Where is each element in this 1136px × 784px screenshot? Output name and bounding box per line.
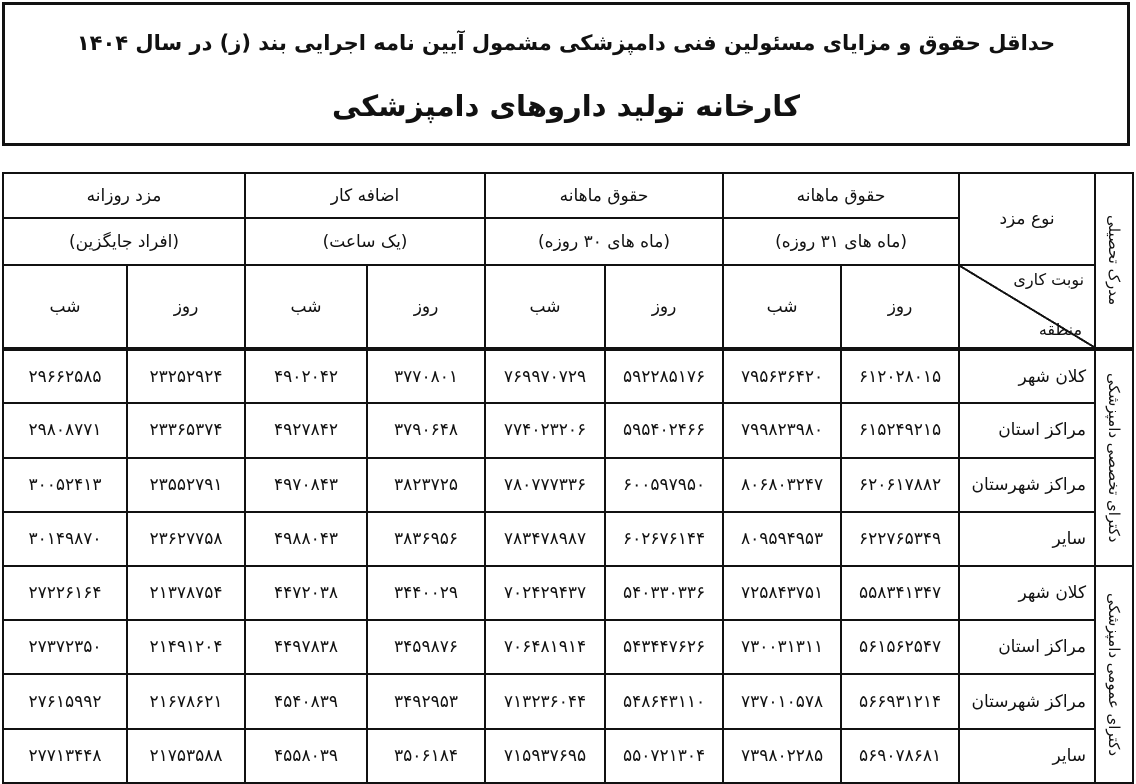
value-cell: ۷۹۵۶۳۶۴۲۰: [723, 349, 841, 403]
value-cell: ۷۰۲۴۲۹۴۳۷: [485, 566, 605, 620]
value-cell: ۶۲۰۶۱۷۸۸۲: [841, 458, 959, 512]
value-cell: ۲۷۳۷۲۳۵۰: [3, 620, 127, 674]
value-cell: ۶۲۲۷۶۵۳۴۹: [841, 512, 959, 566]
value-cell: ۲۷۲۲۶۱۶۴: [3, 566, 127, 620]
night-header: شب: [723, 265, 841, 349]
value-cell: ۴۵۵۸۰۳۹: [245, 729, 367, 783]
value-cell: ۳۷۹۰۶۴۸: [367, 403, 485, 457]
value-cell: ۷۹۹۸۲۳۹۸۰: [723, 403, 841, 457]
table-row: [3, 458, 1133, 512]
value-cell: ۳۴۴۰۰۲۹: [367, 566, 485, 620]
value-cell: ۵۴۳۴۴۷۶۲۶: [605, 620, 723, 674]
night-header: شب: [485, 265, 605, 349]
value-cell: ۸۰۶۸۰۳۲۴۷: [723, 458, 841, 512]
degree-header: مدرک تحصیلی: [1095, 173, 1133, 349]
value-cell: ۵۹۵۴۰۲۴۶۶: [605, 403, 723, 457]
group-header-1: حقوق ماهانه: [485, 173, 723, 218]
value-cell: ۳۰۱۴۹۸۷۰: [3, 512, 127, 566]
day-header: روز: [127, 265, 245, 349]
value-cell: ۸۰۹۵۹۴۹۵۳: [723, 512, 841, 566]
value-cell: ۶۱۲۰۲۸۰۱۵: [841, 349, 959, 403]
value-cell: ۵۶۹۰۷۸۶۸۱: [841, 729, 959, 783]
value-cell: ۴۹۸۸۰۴۳: [245, 512, 367, 566]
value-cell: ۳۴۵۹۸۷۶: [367, 620, 485, 674]
value-cell: ۷۸۳۴۷۸۹۸۷: [485, 512, 605, 566]
value-cell: ۳۸۳۶۹۵۶: [367, 512, 485, 566]
value-cell: ۲۹۸۰۸۷۷۱: [3, 403, 127, 457]
document-subtitle: حداقل حقوق و مزایای مسئولین فنی دامپزشکی مشمول آیین نامه اجرایی بند (ز) در سال ۱۴۰۴: [76, 31, 1056, 55]
shift-label: نوبت کاری: [1013, 270, 1085, 290]
region-cell: کلان شهر: [959, 349, 1095, 403]
value-cell: ۷۱۳۲۳۶۰۴۴: [485, 674, 605, 728]
table-row: [3, 620, 1133, 674]
value-cell: ۴۴۷۲۰۳۸: [245, 566, 367, 620]
shift-region-diagonal-cell: [959, 265, 1095, 349]
day-header: روز: [367, 265, 485, 349]
wage-type-header: نوع مزد: [959, 173, 1095, 265]
region-cell: مراکز شهرستان: [959, 458, 1095, 512]
table-row: [3, 566, 1133, 620]
value-cell: ۳۰۰۵۲۴۱۳: [3, 458, 127, 512]
region-cell: مراکز استان: [959, 620, 1095, 674]
value-cell: ۴۹۷۰۸۴۳: [245, 458, 367, 512]
value-cell: ۵۶۱۵۶۲۵۴۷: [841, 620, 959, 674]
value-cell: ۲۳۶۲۷۷۵۸: [127, 512, 245, 566]
value-cell: ۷۰۶۴۸۱۹۱۴: [485, 620, 605, 674]
value-cell: ۶۰۲۶۷۶۱۴۴: [605, 512, 723, 566]
value-cell: ۴۹۲۷۸۴۲: [245, 403, 367, 457]
value-cell: ۴۴۹۷۸۳۸: [245, 620, 367, 674]
value-cell: ۵۴۰۳۳۰۳۳۶: [605, 566, 723, 620]
value-cell: ۳۷۷۰۸۰۱: [367, 349, 485, 403]
region-label: منطقه: [1038, 320, 1083, 340]
value-cell: ۶۱۵۲۴۹۲۱۵: [841, 403, 959, 457]
value-cell: ۲۷۷۱۳۴۴۸: [3, 729, 127, 783]
group-subheader-2: (یک ساعت): [245, 218, 485, 265]
degree-cell: دکترای عمومی دامپزشکی: [1095, 566, 1133, 783]
table-row: [3, 674, 1133, 728]
value-cell: ۷۸۰۷۷۷۳۳۶: [485, 458, 605, 512]
document-title: کارخانه تولید داروهای دامپزشکی: [331, 89, 801, 123]
value-cell: ۳۸۲۳۷۲۵: [367, 458, 485, 512]
night-header: شب: [245, 265, 367, 349]
value-cell: ۴۵۴۰۸۳۹: [245, 674, 367, 728]
region-cell: مراکز شهرستان: [959, 674, 1095, 728]
night-header: شب: [3, 265, 127, 349]
table-row: [3, 729, 1133, 783]
table-body: [3, 349, 1133, 783]
value-cell: ۵۵۸۳۴۱۳۴۷: [841, 566, 959, 620]
value-cell: ۷۳۷۰۱۰۵۷۸: [723, 674, 841, 728]
value-cell: ۵۹۲۲۸۵۱۷۶: [605, 349, 723, 403]
value-cell: ۷۳۹۸۰۲۲۸۵: [723, 729, 841, 783]
region-cell: سایر: [959, 729, 1095, 783]
group-header-0: حقوق ماهانه: [723, 173, 959, 218]
value-cell: ۷۲۵۸۴۳۷۵۱: [723, 566, 841, 620]
group-subheader-1: (ماه های ۳۰ روزه): [485, 218, 723, 265]
value-cell: ۲۱۶۷۸۶۲۱: [127, 674, 245, 728]
day-header: روز: [841, 265, 959, 349]
day-header: روز: [605, 265, 723, 349]
value-cell: ۶۰۰۵۹۷۹۵۰: [605, 458, 723, 512]
value-cell: ۲۱۷۵۳۵۸۸: [127, 729, 245, 783]
table-row: [3, 512, 1133, 566]
value-cell: ۳۵۰۶۱۸۴: [367, 729, 485, 783]
degree-cell: دکترای تخصصی دامپزشکی: [1095, 349, 1133, 566]
value-cell: ۵۴۸۶۴۳۱۱۰: [605, 674, 723, 728]
region-cell: کلان شهر: [959, 566, 1095, 620]
group-header-2: اضافه کار: [245, 173, 485, 218]
value-cell: ۲۹۶۶۲۵۸۵: [3, 349, 127, 403]
value-cell: ۵۵۰۷۲۱۳۰۴: [605, 729, 723, 783]
value-cell: ۲۳۲۵۲۹۲۴: [127, 349, 245, 403]
value-cell: ۲۳۵۵۲۷۹۱: [127, 458, 245, 512]
value-cell: ۷۷۴۰۲۳۲۰۶: [485, 403, 605, 457]
value-cell: ۳۴۹۲۹۵۳: [367, 674, 485, 728]
value-cell: ۷۱۵۹۳۷۶۹۵: [485, 729, 605, 783]
value-cell: ۲۱۳۷۸۷۵۴: [127, 566, 245, 620]
value-cell: ۲۳۳۶۵۳۷۴: [127, 403, 245, 457]
region-cell: سایر: [959, 512, 1095, 566]
value-cell: ۲۱۴۹۱۲۰۴: [127, 620, 245, 674]
value-cell: ۴۹۰۲۰۴۲: [245, 349, 367, 403]
group-subheader-3: (افراد جایگزین): [3, 218, 245, 265]
table-row: [3, 349, 1133, 403]
value-cell: ۷۳۰۰۳۱۳۱۱: [723, 620, 841, 674]
value-cell: ۲۷۶۱۵۹۹۲: [3, 674, 127, 728]
table-row: [3, 403, 1133, 457]
value-cell: ۵۶۶۹۳۱۲۱۴: [841, 674, 959, 728]
salary-table: [2, 172, 1134, 784]
group-subheader-0: (ماه های ۳۱ روزه): [723, 218, 959, 265]
title-box: [2, 2, 1130, 146]
value-cell: ۷۶۹۹۷۰۷۲۹: [485, 349, 605, 403]
region-cell: مراکز استان: [959, 403, 1095, 457]
group-header-3: مزد روزانه: [3, 173, 245, 218]
